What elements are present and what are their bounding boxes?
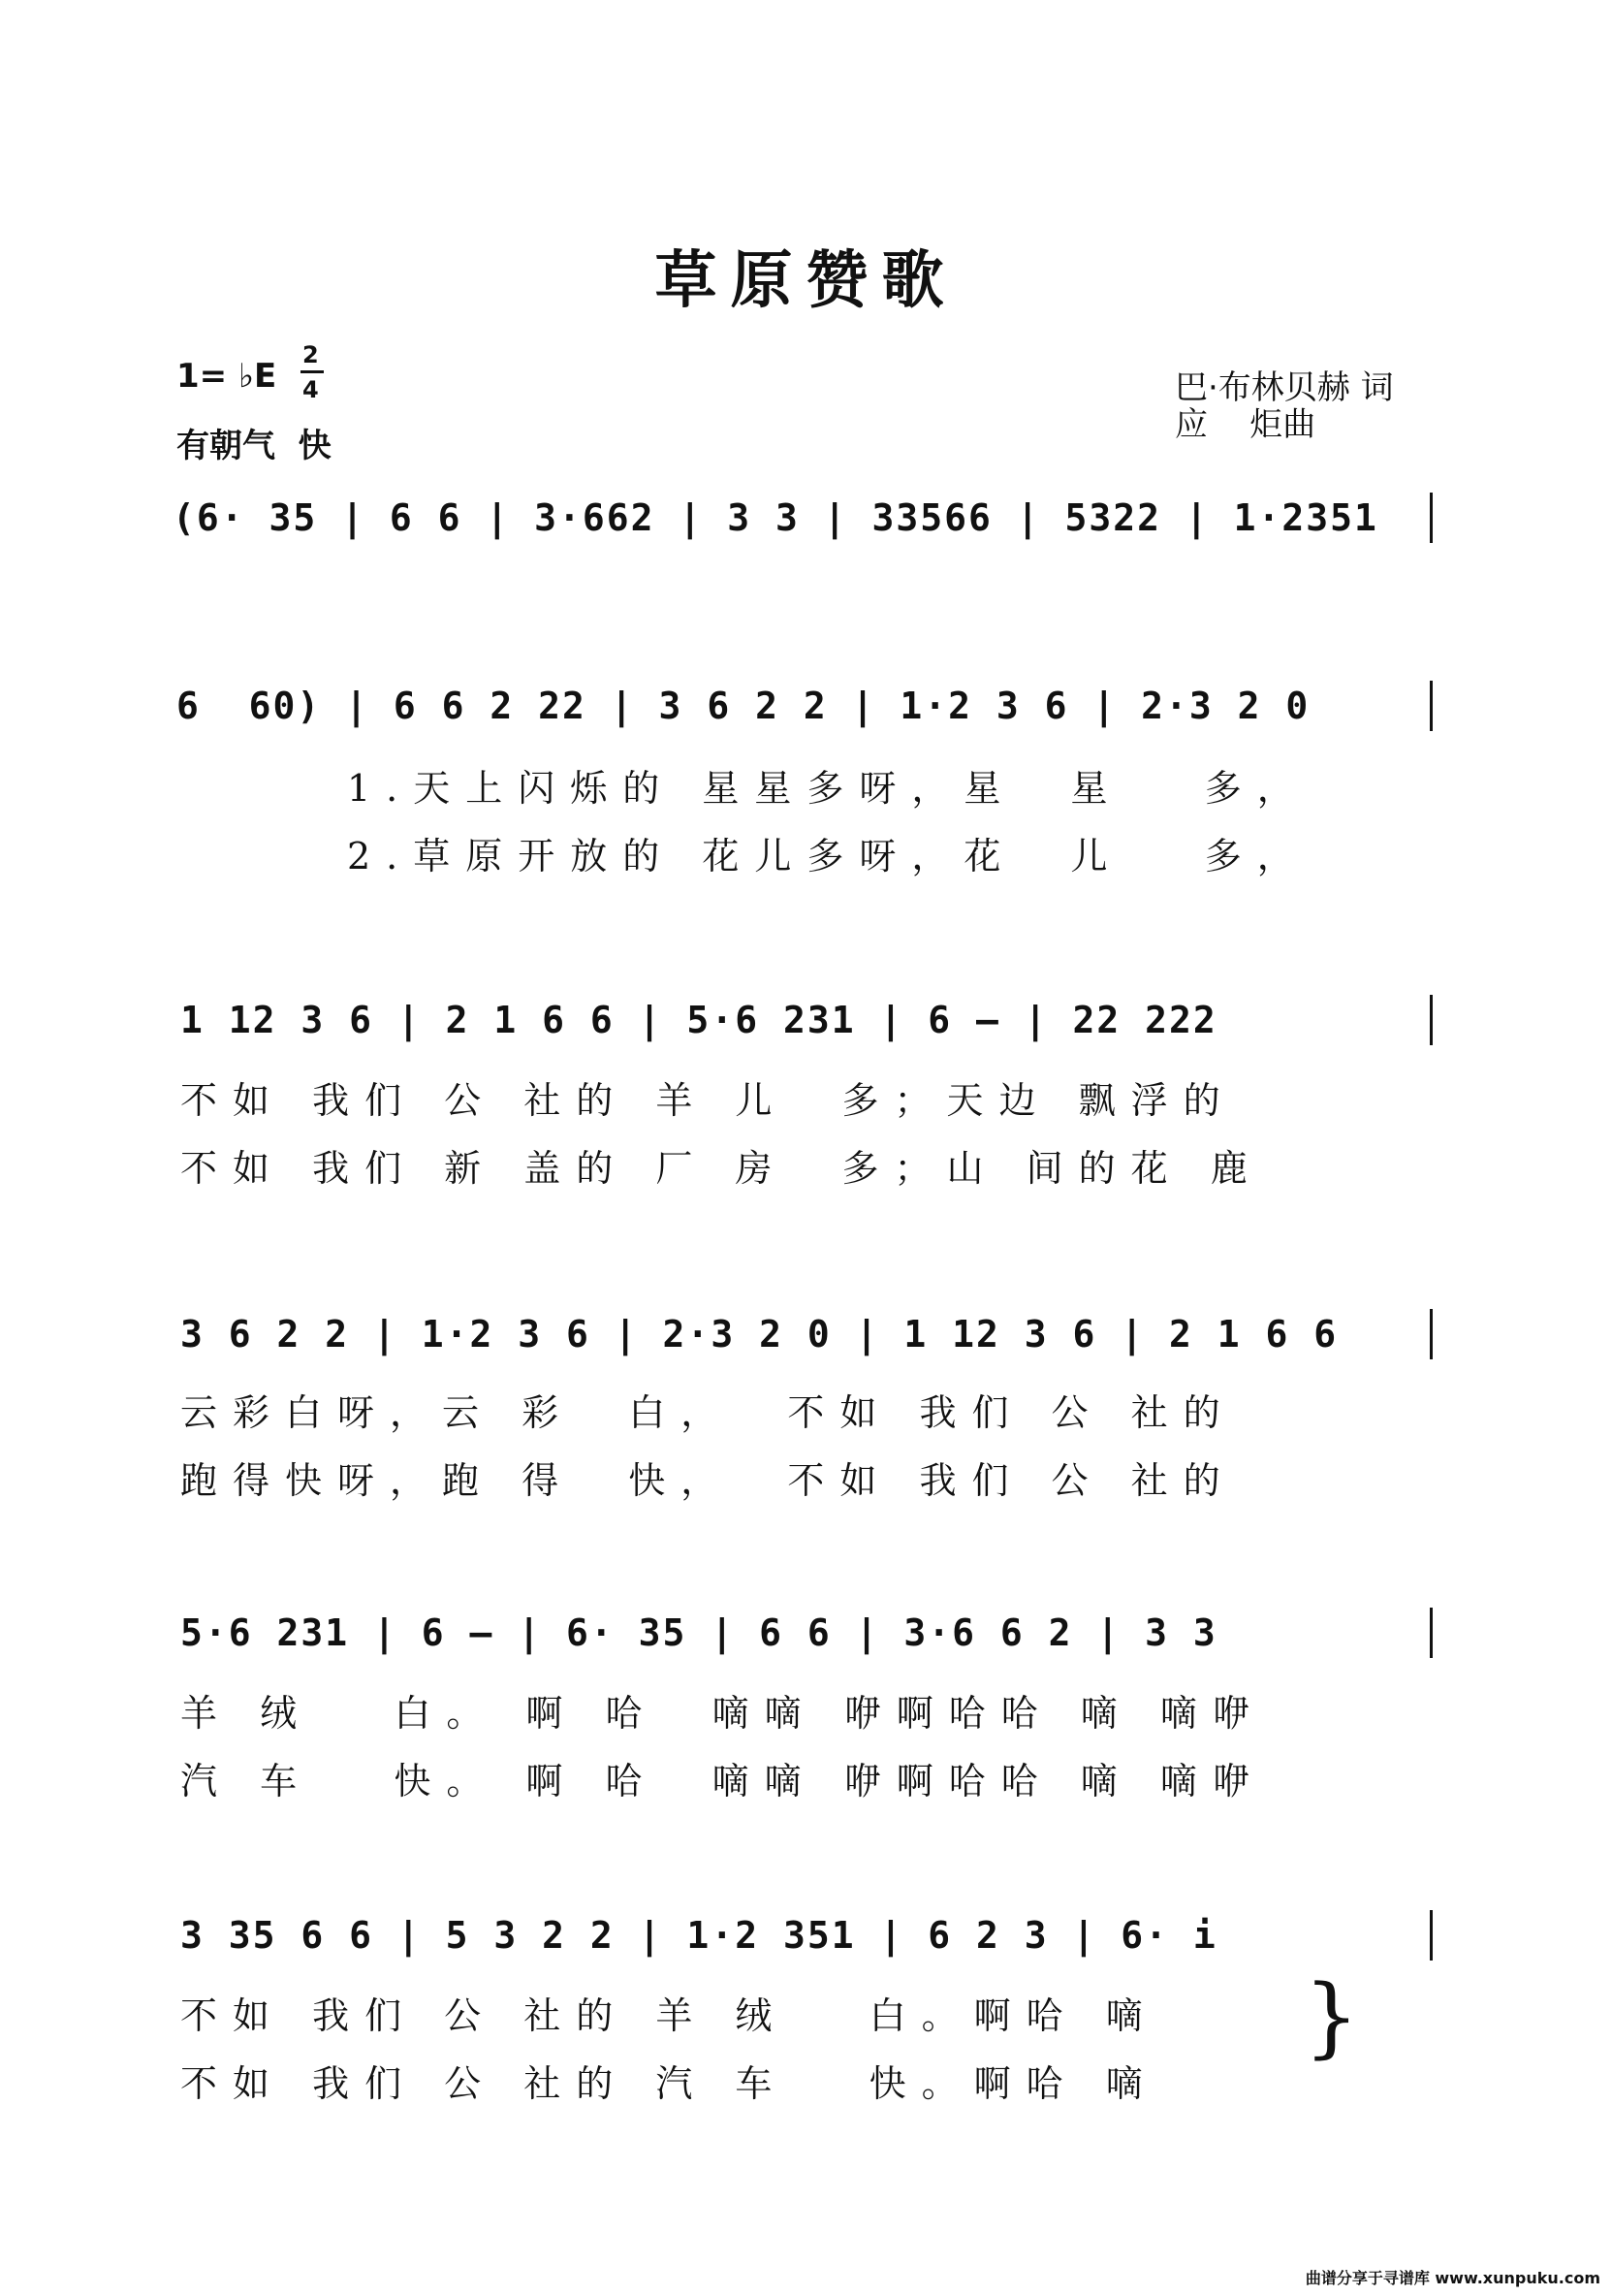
time-signature-line (300, 370, 324, 373)
song-title: 草原赞歌 (654, 244, 958, 317)
footer-watermark: 曲谱分享于寻谱库 www.xunpuku.com (1305, 2269, 1600, 2287)
notation-line: 3 6 2 2 | 1·2 3 6 | 2·3 2 0 | 1 12 3 6 | 2 1 6 6 (180, 1313, 1339, 1355)
lyric-verse-1: 不如 我们 公 社的 羊 儿 多；天边 飘浮的 (180, 1079, 1236, 1122)
lyric-verse-1: 羊 绒 白。 啊 哈 嘀嘀 咿啊哈哈 嘀 嘀咿 (180, 1692, 1265, 1735)
notation-line: 6 60) | 6 6 2 22 | 3 6 2 2 | 1·2 3 6 | 2·3 2 0 (176, 685, 1311, 727)
time-signature-bottom: 4 (302, 376, 319, 403)
notation-line: 3 35 6 6 | 5 3 2 2 | 1·2 351 | 6 2 3 | 6· i (180, 1914, 1217, 1957)
notation-line: 5·6 231 | 6 – | 6· 35 | 6 6 | 3·6 6 2 | 3 3 (180, 1611, 1217, 1654)
tempo-marking: 有朝气 快 (176, 427, 332, 465)
lyric-verse-1: 1.天上闪烁的 星星多呀，星 星 多， (347, 767, 1310, 810)
lyric-verse-2: 2.草原开放的 花儿多呀，花 儿 多， (347, 835, 1310, 877)
notation-line: 1 12 3 6 | 2 1 6 6 | 5·6 231 | 6 – | 22 222 (180, 999, 1217, 1041)
composer-credit: 应 炬曲 (1175, 405, 1316, 444)
time-signature-top: 2 (302, 341, 319, 368)
lyric-verse-1: 云彩白呀，云 彩 白， 不如 我们 公 社的 (180, 1391, 1236, 1434)
barline-end (1430, 995, 1433, 1045)
barline-end (1430, 493, 1433, 543)
key-signature: 1= ♭E (176, 357, 277, 396)
verse-brace: } (1304, 1966, 1360, 2068)
barline-end (1430, 1608, 1433, 1658)
lyric-verse-2: 不如 我们 公 社的 汽 车 快。啊哈 嘀 (180, 2062, 1158, 2105)
lyric-verse-2: 汽 车 快。 啊 哈 嘀嘀 咿啊哈哈 嘀 嘀咿 (180, 1760, 1265, 1802)
lyric-verse-2: 不如 我们 新 盖的 厂 房 多；山 间的花 鹿 (180, 1147, 1263, 1190)
lyric-verse-1: 不如 我们 公 社的 羊 绒 白。啊哈 嘀 (180, 1994, 1158, 2037)
lyric-verse-2: 跑得快呀，跑 得 快， 不如 我们 公 社的 (180, 1459, 1236, 1502)
notation-line: (6· 35 | 6 6 | 3·662 | 3 3 | 33566 | 5322 | 1·2351 (173, 496, 1378, 539)
barline-end (1430, 1309, 1433, 1359)
barline-end (1430, 1910, 1433, 1961)
lyricist-credit: 巴·布林贝赫 词 (1175, 368, 1394, 407)
barline-end (1430, 681, 1433, 731)
